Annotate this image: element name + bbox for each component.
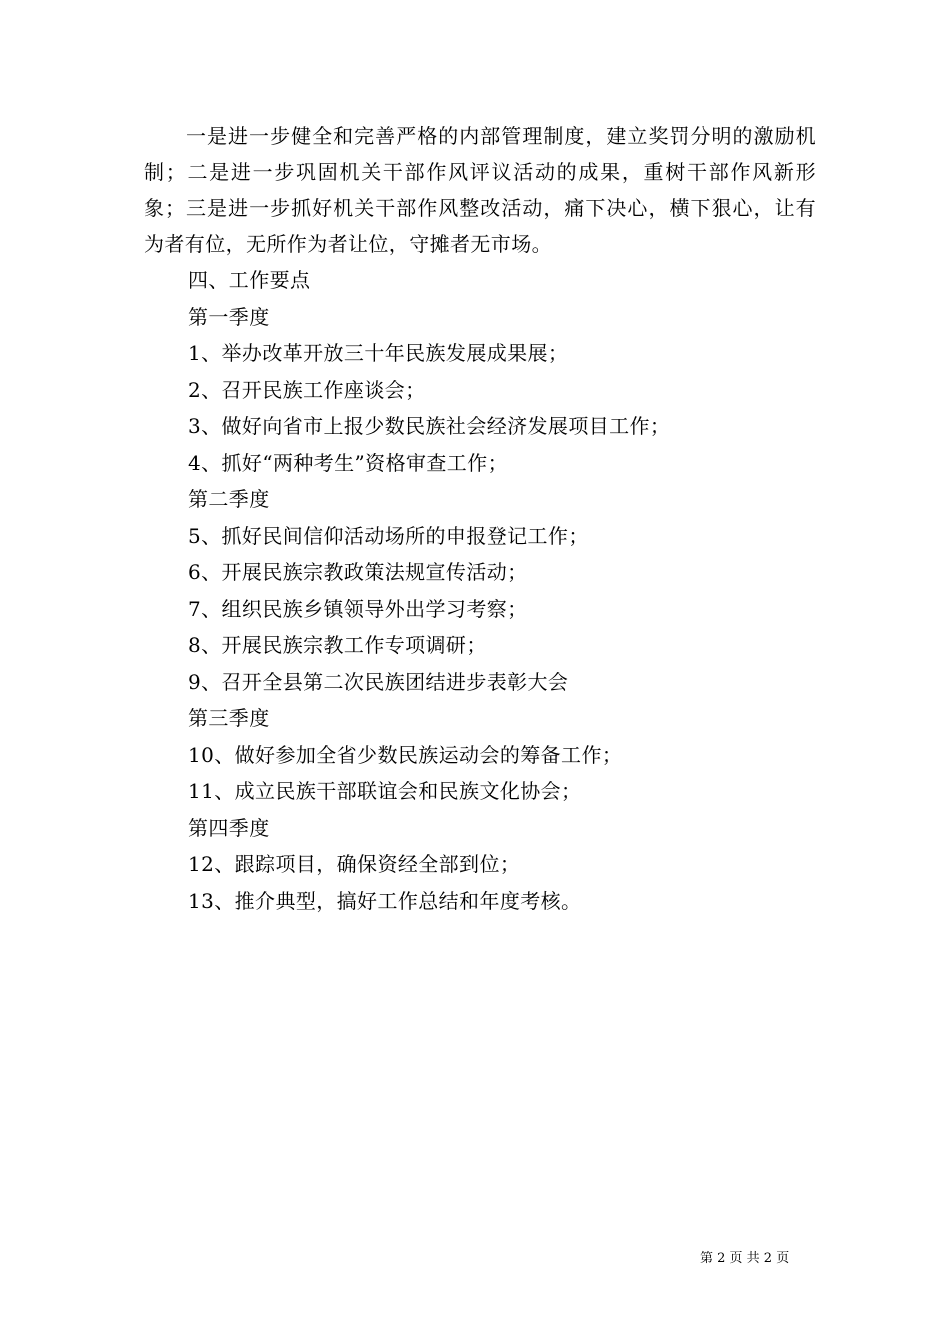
quarter-heading-2: 第二季度 [188, 487, 270, 511]
list-item: 3、做好向省市上报少数民族社会经济发展项目工作； [188, 414, 671, 438]
list-item: 4、抓好“两种考生”资格审查工作； [188, 450, 508, 475]
quarter-heading-1: 第一季度 [188, 304, 270, 329]
list-item: 2、召开民族工作座谈会； [188, 377, 426, 402]
document-body [144, 118, 816, 919]
quarter-heading-4: 第四季度 [188, 815, 270, 840]
list-item: 8、开展民族宗教工作专项调研； [188, 633, 487, 657]
page-number-footer: 第 2 页 共 2 页 [700, 1251, 790, 1266]
list-item: 1、举办改革开放三十年民族发展成果展； [188, 341, 569, 365]
section-heading: 四、工作要点 [188, 268, 311, 292]
intro-paragraph: 一是进一步健全和完善严格的内部管理制度，建立奖罚分明的激励机制；二是进一步巩固机关干部作风评议活动的成果，重树干部作风新形象；三是进一步抓好机关干部作风整改活动，痛下决心，横下狠心，让有为者有位，无所作为者让位，守摊者无市场。 [144, 124, 816, 256]
list-item: 5、抓好民间信仰活动场所的申报登记工作； [188, 523, 589, 548]
list-item: 7、组织民族乡镇领导外出学习考察； [188, 596, 528, 621]
list-item: 12、跟踪项目，确保资经全部到位； [188, 852, 521, 876]
list-item: 10、做好参加全省少数民族运动会的筹备工作； [188, 742, 623, 767]
list-item: 9、召开全县第二次民族团结进步表彰大会 [188, 669, 569, 694]
list-item: 11、成立民族干部联谊会和民族文化协会； [188, 779, 582, 803]
list-item: 13、推介典型，搞好工作总结和年度考核。 [188, 888, 582, 913]
quarter-heading-3: 第三季度 [188, 706, 270, 730]
list-item: 6、开展民族宗教政策法规宣传活动； [188, 560, 528, 584]
